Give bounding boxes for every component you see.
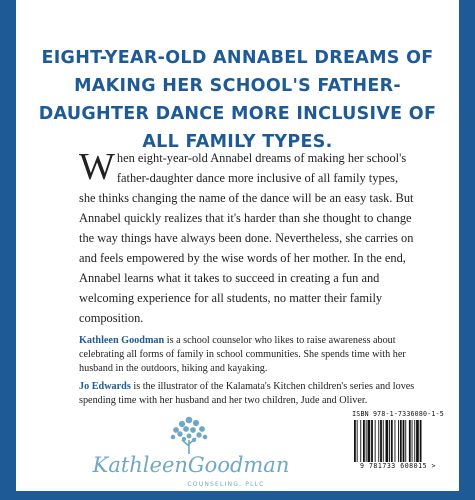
barcode-bar (416, 420, 419, 462)
author-bio-text: is a school counselor who likes to raise awareness about celebrating all forms of family in school communities. She spends time with her husband in the outdoors, hiking and kayaking. (79, 335, 406, 374)
illustrator-bio (79, 380, 417, 408)
barcode-bar (405, 420, 406, 462)
barcode-bar (363, 420, 365, 462)
isbn-barcode (348, 408, 448, 474)
blurb-paragraph (79, 148, 417, 328)
barcode-bar (420, 420, 422, 462)
barcode-bar (375, 420, 376, 462)
barcode-bar (383, 420, 384, 462)
barcode-bar (400, 420, 402, 462)
author-bio (79, 334, 417, 376)
barcode-bar (389, 420, 390, 462)
drop-cap: W (79, 146, 115, 188)
barcode-bar (378, 420, 379, 462)
barcode-bar (391, 420, 393, 462)
barcode-bar (409, 420, 411, 462)
barcode-bar (398, 420, 399, 462)
illustrator-name: Jo Edwards (79, 381, 131, 392)
back-cover-page (16, 0, 459, 491)
logo-tagline: COUNSELING, PLLC (187, 481, 265, 488)
barcode-digits: 9 781733 608015 > (360, 462, 436, 470)
blurb-text: hen eight-year-old Annabel dreams of making her school's father-daughter dance more inclusive of all family types, she thinks changing the name of the dance will be an easy task. But Annabel quickly realizes that it's harder than she thought to change the way things have always been done. Nevertheless, she carries on and feels empowered by the wise words of her mother. In the end, Annabel learns what it takes to succeed in creating a fun and welcoming experience for all students, no matter their family composition. (79, 151, 414, 325)
barcode-bar (354, 420, 356, 462)
barcode-bar (380, 420, 382, 462)
barcode-bar (403, 420, 405, 462)
barcode-bar (395, 420, 396, 462)
barcode-bar (368, 420, 371, 462)
barcode-bar (412, 420, 413, 462)
barcode-bar (386, 420, 389, 462)
logo-name: KathleenGoodman (92, 453, 290, 477)
barcode-bar (360, 420, 361, 462)
tree-icon (171, 417, 207, 454)
barcode-bar (357, 420, 358, 462)
barcode-bar (371, 420, 373, 462)
isbn-label: ISBN 978-1-7336080-1-5 (352, 410, 444, 418)
barcode-bar (366, 420, 367, 462)
author-name: Kathleen Goodman (79, 335, 165, 346)
barcode-bars (352, 420, 444, 462)
headline: EIGHT-YEAR-OLD ANNABEL DREAMS OF MAKING HER SCHOOL'S FATHER-DAUGHTER DANCE MORE INCLUSIVE OF ALL FAMILY TYPES. (38, 48, 437, 152)
publisher-logo (76, 410, 306, 490)
barcode-bar (414, 420, 415, 462)
illustrator-bio-text: is the illustrator of the Kalamata's Kitchen children's series and loves spending time with her husband and her two children, Jude and Oliver. (79, 381, 415, 406)
